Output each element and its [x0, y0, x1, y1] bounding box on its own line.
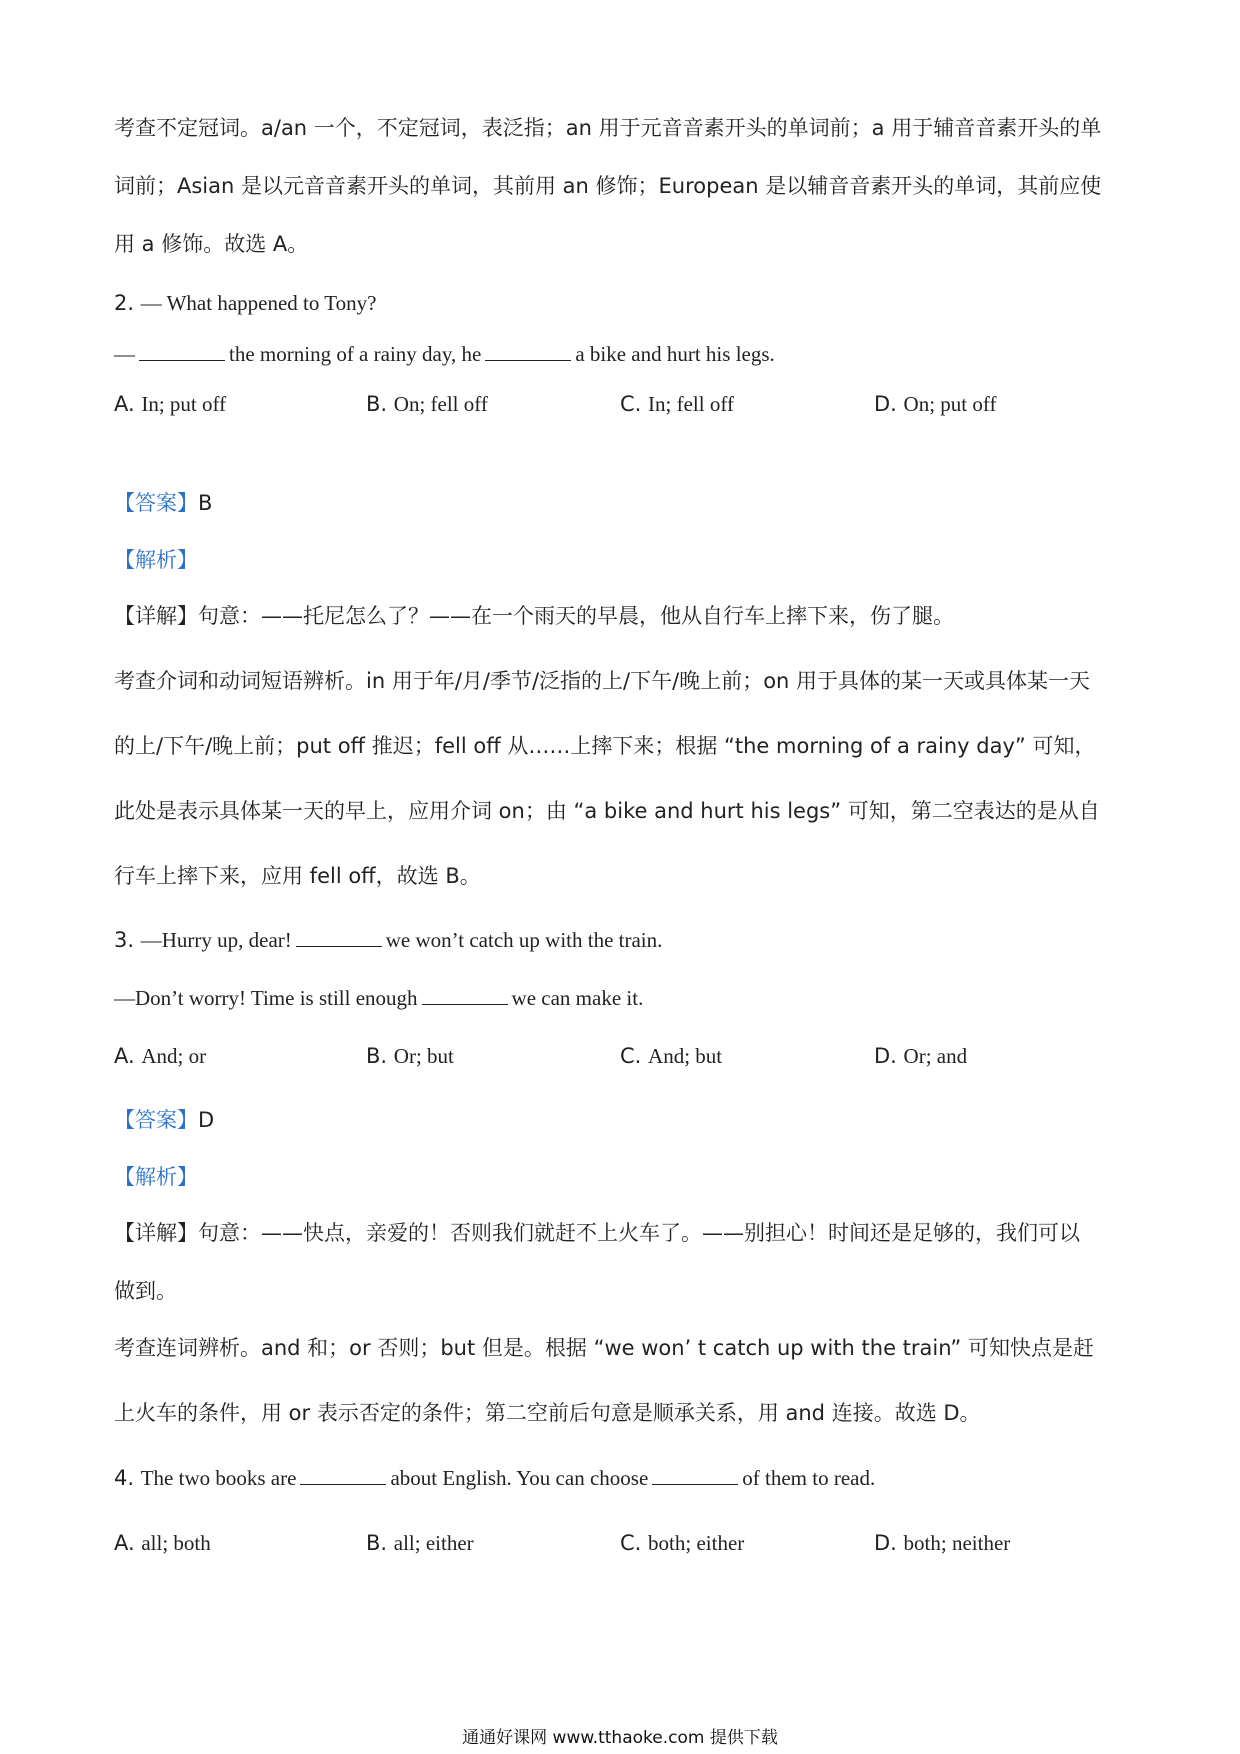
q2-option-c[interactable] [620, 389, 734, 419]
answer-tag: 【答案】 [114, 491, 198, 515]
q3-stem-1-b: we won’t catch up with the train. [385, 928, 663, 952]
option-text: On; put off [903, 392, 997, 416]
q4-option-a[interactable] [114, 1528, 211, 1558]
option-text: On; fell off [393, 392, 488, 416]
q3-explain-1: 考查连词辨析。and 和；or 否则；but 但是。根据 “we won’ t catch up with the train” 可知快点是赶 [114, 1336, 1094, 1360]
option-letter: A. [114, 392, 135, 416]
answer-value: D [198, 1108, 215, 1132]
prev-explain-line-2: 词前；Asian 是以元音音素开头的单词，其前用 an 修饰；European 是以辅音音素开头的单词，其前应使 [114, 174, 1102, 198]
blank [139, 342, 225, 361]
option-text: In; fell off [648, 392, 734, 416]
page-footer: 通通好课网 www.tthaoke.com 提供下载 [462, 1728, 778, 1748]
blank [652, 1466, 738, 1485]
q2-stem-2-mid: the morning of a rainy day, he [229, 342, 482, 366]
option-letter: D. [874, 1531, 897, 1555]
q4-stem-b: about English. You can choose [390, 1466, 649, 1490]
q4-number: 4. [114, 1466, 135, 1490]
option-text: both; neither [903, 1531, 1011, 1555]
option-letter: B. [366, 392, 388, 416]
option-letter: D. [874, 392, 897, 416]
option-letter: D. [874, 1044, 897, 1068]
answer-value: B [198, 491, 213, 515]
blank [422, 986, 508, 1005]
q2-option-b[interactable] [366, 389, 488, 419]
prev-explain-line-1: 考查不定冠词。a/an 一个，不定冠词，表泛指；an 用于元音音素开头的单词前；a 用于辅音音素开头的单 [114, 116, 1102, 140]
q2-number: 2. [114, 291, 135, 315]
q2-analysis-tag: 【解析】 [114, 548, 198, 572]
q4-option-c[interactable] [620, 1528, 744, 1558]
q2-stem-1 [114, 288, 1134, 318]
option-text: all; both [141, 1531, 211, 1555]
q3-answer [114, 1105, 1134, 1135]
prev-explain-line-3: 用 a 修饰。故选 A。 [114, 232, 309, 256]
q3-stem-2-a: —Don’t worry! Time is still enough [114, 986, 418, 1010]
q2-explain-3: 此处是表示具体某一天的早上，应用介词 on；由 “a bike and hurt his legs” 可知，第二空表达的是从自 [114, 799, 1100, 823]
option-text: And; or [141, 1044, 207, 1068]
option-letter: C. [620, 1044, 642, 1068]
q2-option-a[interactable] [114, 389, 226, 419]
q3-stem-1 [114, 925, 1134, 955]
option-letter: B. [366, 1531, 388, 1555]
q3-option-a[interactable] [114, 1041, 206, 1071]
option-text: Or; but [393, 1044, 454, 1068]
answer-tag: 【答案】 [114, 1108, 198, 1132]
q2-stem-2-end: a bike and hurt his legs. [575, 342, 775, 366]
option-text: Or; and [903, 1044, 968, 1068]
option-letter: A. [114, 1531, 135, 1555]
q4-option-d[interactable] [874, 1528, 1010, 1558]
q3-detail-2: 做到。 [114, 1279, 177, 1303]
q3-option-b[interactable] [366, 1041, 454, 1071]
q2-stem-2 [114, 339, 1134, 369]
q3-option-d[interactable] [874, 1041, 967, 1071]
q2-answer [114, 488, 1134, 518]
q4-stem-a: The two books are [140, 1466, 297, 1490]
q3-explain-2: 上火车的条件，用 or 表示否定的条件；第二空前后句意是顺承关系，用 and 连接。故选 D。 [114, 1401, 981, 1425]
q3-number: 3. [114, 928, 135, 952]
option-letter: C. [620, 1531, 642, 1555]
q4-stem [114, 1463, 1134, 1493]
blank [300, 1466, 386, 1485]
q3-stem-1-a: —Hurry up, dear! [140, 928, 292, 952]
option-text: all; either [393, 1531, 474, 1555]
blank [296, 928, 382, 947]
q3-stem-2-b: we can make it. [511, 986, 644, 1010]
q2-explain-4: 行车上摔下来，应用 fell off，故选 B。 [114, 864, 481, 888]
q4-option-b[interactable] [366, 1528, 474, 1558]
q3-option-c[interactable] [620, 1041, 722, 1071]
option-text: In; put off [141, 392, 227, 416]
q3-detail-1: 【详解】句意：——快点，亲爱的！否则我们就赶不上火车了。——别担心！时间还是足够的，我们可以 [114, 1221, 1080, 1245]
blank [485, 342, 571, 361]
q2-option-d[interactable] [874, 389, 997, 419]
q3-analysis-tag: 【解析】 [114, 1165, 198, 1189]
q2-detail: 【详解】句意：——托尼怎么了？——在一个雨天的早晨，他从自行车上摔下来，伤了腿。 [114, 604, 954, 628]
option-letter: C. [620, 392, 642, 416]
option-text: And; but [648, 1044, 723, 1068]
q2-explain-2: 的上/下午/晚上前；put off 推迟；fell off 从……上摔下来；根据 “the morning of a rainy day” 可知， [114, 734, 1096, 758]
option-letter: A. [114, 1044, 135, 1068]
option-text: both; either [648, 1531, 745, 1555]
q2-explain-1: 考查介词和动词短语辨析。in 用于年/月/季节/泛指的上/下午/晚上前；on 用于具体的某一天或具体某一天 [114, 669, 1091, 693]
q3-stem-2 [114, 983, 1134, 1013]
option-letter: B. [366, 1044, 388, 1068]
q2-stem-2-dash: — [114, 342, 135, 366]
q4-stem-c: of them to read. [742, 1466, 876, 1490]
q2-stem-1-text: — What happened to Tony? [140, 291, 377, 315]
